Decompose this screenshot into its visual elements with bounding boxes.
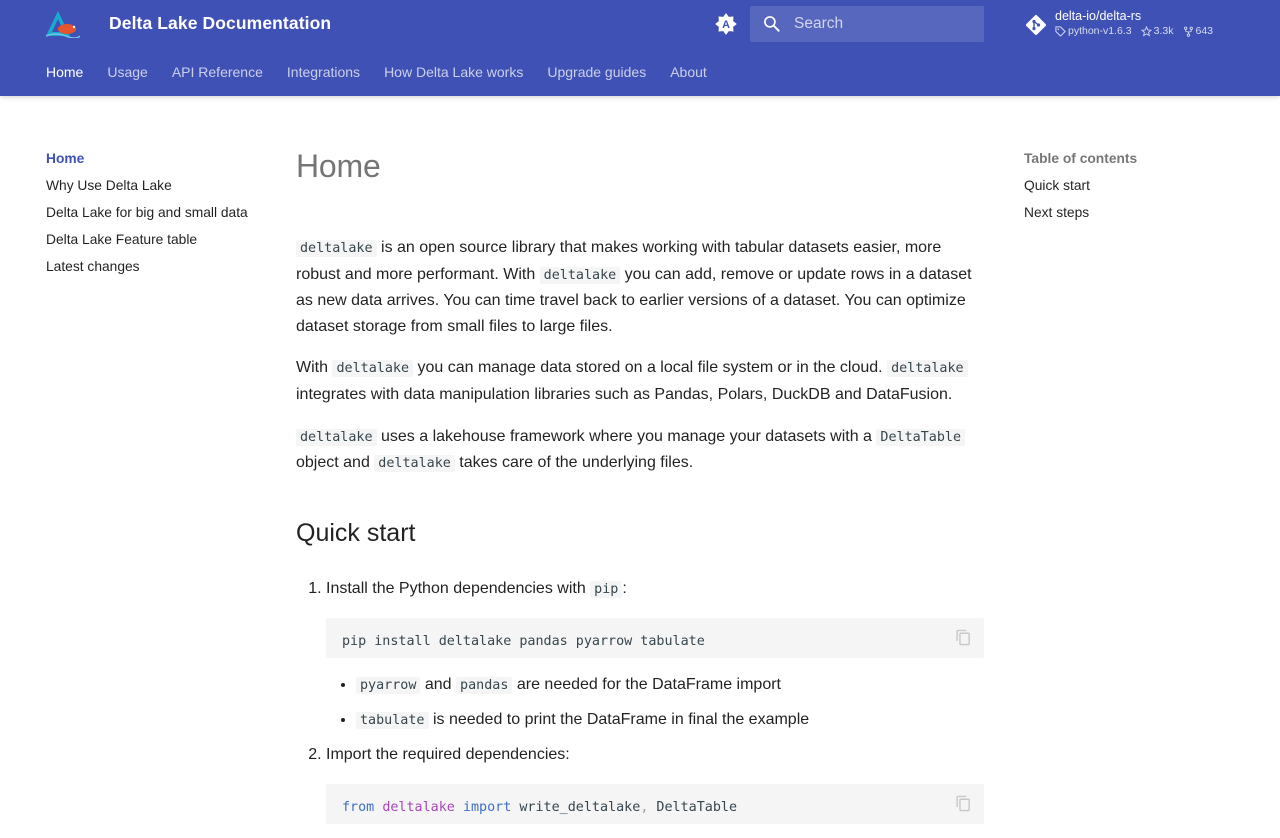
toc-item-next-steps[interactable]: Next steps [1024, 205, 1090, 220]
install-command[interactable]: pip install deltalake pandas pyarrow tabulate [342, 634, 705, 650]
bullet-text: are needed for the DataFrame import [512, 676, 781, 694]
repo-forks [1183, 25, 1214, 37]
list-item [356, 707, 984, 734]
quick-start-heading: Quick start [296, 518, 416, 547]
code-module: deltalake [382, 799, 455, 815]
inline-code: deltalake [887, 360, 968, 377]
inline-code: pandas [456, 677, 512, 694]
header [0, 0, 1280, 96]
step-text-suffix: : [622, 579, 627, 597]
inline-code: deltalake [332, 360, 413, 377]
install-code-block[interactable] [326, 618, 984, 658]
repo-facts [1055, 25, 1222, 37]
inline-code: DeltaTable [876, 429, 965, 446]
code-keyword: from [342, 799, 375, 815]
code-name: DeltaTable [648, 799, 738, 815]
sidebar-item-home[interactable]: Home [46, 151, 85, 166]
tab-about[interactable]: About [670, 64, 707, 80]
dependency-notes [326, 672, 984, 734]
storage-paragraph [296, 355, 984, 407]
list-item [326, 742, 984, 824]
intro-paragraph [296, 235, 984, 339]
paragraph-text: you can add, remove or update rows in a dataset as new data arrives. You can time travel back to earlier versions of a dataset. You can optimize dataset storage from small files to large files. [296, 265, 972, 335]
sidebar-item-feature-table[interactable]: Delta Lake Feature table [46, 232, 198, 247]
lakehouse-paragraph [296, 424, 984, 477]
tab-how-delta-lake-works[interactable]: How Delta Lake works [384, 64, 524, 80]
quick-start-steps [296, 576, 984, 824]
site-title[interactable]: Delta Lake Documentation [109, 13, 332, 33]
search-box[interactable] [750, 6, 984, 42]
inline-code: pyarrow [356, 677, 420, 694]
repo-version-label: python-v1.6.3 [1068, 25, 1132, 37]
repo-forks-count: 643 [1195, 25, 1214, 37]
bullet-text: and [420, 676, 457, 694]
inline-code: pip [590, 581, 622, 598]
search-input[interactable] [794, 6, 980, 42]
paragraph-text: uses a lakehouse framework where you manage your datasets with a [376, 427, 877, 445]
toc-title: Table of contents [1024, 151, 1138, 166]
toc-item-quick-start[interactable]: Quick start [1024, 178, 1090, 193]
delta-lake-logo-icon[interactable] [44, 10, 80, 38]
top-tabs [46, 64, 731, 84]
sidebar-item-big-and-small-data[interactable]: Delta Lake for big and small data [46, 205, 248, 220]
tab-api-reference[interactable]: API Reference [171, 64, 263, 80]
code-name: write_deltalake [519, 799, 641, 815]
inline-code: deltalake [540, 267, 621, 284]
step-text: Import the required dependencies: [326, 746, 570, 764]
inline-code: deltalake [296, 429, 377, 446]
sidebar-item-why-use-delta-lake[interactable]: Why Use Delta Lake [46, 178, 172, 193]
tab-integrations[interactable]: Integrations [286, 64, 361, 80]
paragraph-text: is an open source library that makes working with tabular datasets easier, more robust and more performant. With [296, 239, 942, 283]
inline-code: tabulate [356, 712, 429, 729]
main-content [296, 140, 984, 838]
sidebar-item-latest-changes[interactable]: Latest changes [46, 259, 140, 274]
repo-name: delta-io/delta-rs [1055, 9, 1142, 23]
list-item [356, 672, 984, 699]
code-punct: , [640, 799, 649, 815]
copy-icon[interactable] [955, 795, 972, 812]
git-icon [1024, 13, 1048, 37]
brightness-auto-icon[interactable] [713, 11, 739, 37]
repo-version [1055, 25, 1132, 37]
repo-stars-count: 3.3k [1153, 25, 1174, 37]
paragraph-text: object and [296, 454, 375, 472]
code-keyword: import [462, 799, 512, 815]
tab-usage[interactable]: Usage [107, 64, 148, 80]
inline-code: deltalake [296, 240, 377, 257]
step-text: Install the Python dependencies with [326, 579, 591, 597]
star-icon [1141, 26, 1152, 37]
list-item [326, 576, 984, 735]
tab-home[interactable]: Home [46, 64, 84, 80]
tab-upgrade-guides[interactable]: Upgrade guides [547, 64, 647, 80]
bullet-text: is needed to print the DataFrame in final the example [428, 711, 810, 729]
import-code-block[interactable] [326, 784, 984, 824]
table-of-contents [1024, 150, 1244, 231]
page-title: Home [296, 148, 381, 184]
paragraph-text: you can manage data stored on a local file system or in the cloud. [413, 359, 888, 377]
paragraph-text: integrates with data manipulation libraries such as Pandas, Polars, DuckDB and DataFusion. [296, 385, 953, 403]
copy-icon[interactable] [955, 629, 972, 646]
repo-link[interactable] [1024, 8, 1244, 44]
paragraph-text: takes care of the underlying files. [454, 454, 694, 472]
import-code[interactable] [342, 795, 737, 821]
tag-icon [1055, 26, 1066, 37]
inline-code: deltalake [374, 455, 455, 472]
sidebar-nav [46, 150, 266, 285]
paragraph-text: With [296, 359, 333, 377]
search-icon [762, 14, 782, 34]
fork-icon [1183, 26, 1194, 37]
repo-stars [1141, 25, 1174, 37]
svg-text:A: A [722, 19, 730, 32]
